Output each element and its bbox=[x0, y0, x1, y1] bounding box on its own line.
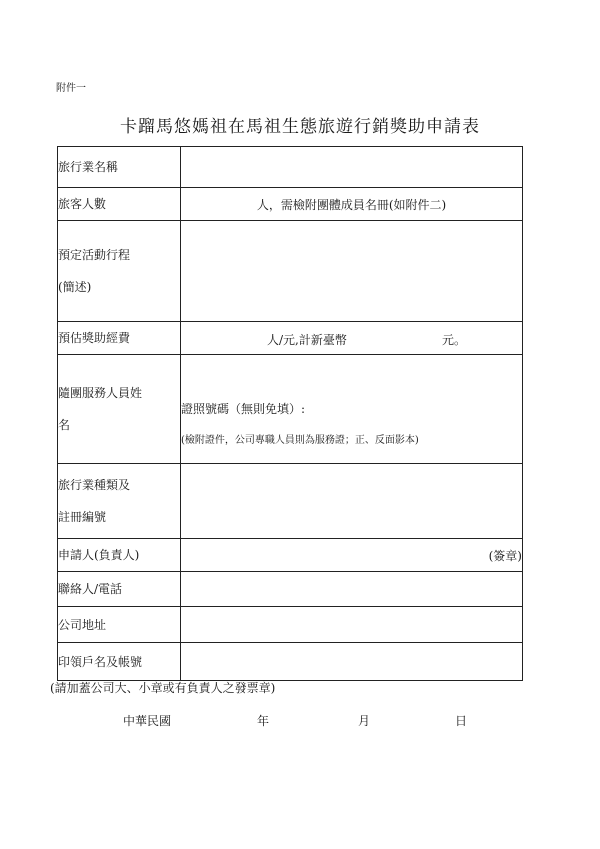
staff-id-text: 證照號碼（無則免填）: bbox=[181, 402, 306, 416]
row-address bbox=[58, 607, 523, 643]
tourists-label: 旅客人數 bbox=[58, 188, 181, 221]
account-field[interactable] bbox=[181, 643, 523, 681]
applicant-sign-text: (簽章) bbox=[488, 548, 522, 563]
staff-note: (檢附證件，公司專職人員則為服務證；正、反面影本) bbox=[181, 435, 419, 446]
fee-total-text: 元。 bbox=[442, 333, 467, 347]
itinerary-field[interactable] bbox=[181, 221, 523, 322]
address-label: 公司地址 bbox=[58, 607, 181, 643]
itinerary-label bbox=[58, 221, 181, 322]
contact-label: 聯絡人/電話 bbox=[58, 572, 181, 607]
staff-label-line1: 隨團服務人員姓 bbox=[58, 386, 143, 400]
applicant-label: 申請人(負責人) bbox=[58, 539, 181, 572]
account-label: 印領戶名及帳號 bbox=[58, 643, 181, 681]
applicant-field[interactable] bbox=[181, 539, 523, 572]
fee-field[interactable] bbox=[181, 322, 523, 355]
row-applicant bbox=[58, 539, 523, 572]
staff-field[interactable] bbox=[181, 355, 523, 464]
itinerary-label-line1: 預定活動行程 bbox=[58, 248, 131, 262]
agency-name-field[interactable] bbox=[181, 147, 523, 188]
agency-type-label-line1: 旅行業種類及 bbox=[58, 478, 131, 492]
date-roc-label: 中華民國 bbox=[123, 714, 172, 728]
date-day-label: 日 bbox=[455, 714, 468, 728]
tourists-value: 人，需檢附團體成員名冊(如附件二) bbox=[256, 197, 447, 212]
row-agency-type bbox=[58, 464, 523, 539]
contact-field[interactable] bbox=[181, 572, 523, 607]
attachment-label: 附件一 bbox=[56, 83, 86, 94]
fee-label: 預估獎助經費 bbox=[58, 322, 181, 355]
staff-label bbox=[58, 355, 181, 464]
row-tourists bbox=[58, 188, 523, 221]
row-itinerary bbox=[58, 221, 523, 322]
agency-type-label-line2: 註冊編號 bbox=[58, 510, 107, 524]
row-contact bbox=[58, 572, 523, 607]
agency-type-field[interactable] bbox=[181, 464, 523, 539]
form-title: 卡蹓馬悠媽祖在馬祖生態旅遊行銷獎助申請表 bbox=[120, 117, 480, 137]
row-service-staff bbox=[58, 355, 523, 464]
fee-per-person-text: 人/元,計新臺幣 bbox=[267, 333, 347, 347]
stamp-note: (請加蓋公司大、小章或有負責人之發票章) bbox=[50, 681, 276, 695]
agency-type-label bbox=[58, 464, 181, 539]
address-field[interactable] bbox=[181, 607, 523, 643]
staff-label-line2: 名 bbox=[58, 418, 71, 432]
row-fee bbox=[58, 322, 523, 355]
application-form-table bbox=[57, 146, 523, 681]
row-account bbox=[58, 643, 523, 681]
date-year-label: 年 bbox=[257, 714, 270, 728]
row-agency-name bbox=[58, 147, 523, 188]
agency-name-label: 旅行業名稱 bbox=[58, 147, 181, 188]
tourists-field[interactable] bbox=[181, 188, 523, 221]
date-month-label: 月 bbox=[358, 714, 371, 728]
itinerary-label-line2: (簡述) bbox=[58, 280, 92, 294]
